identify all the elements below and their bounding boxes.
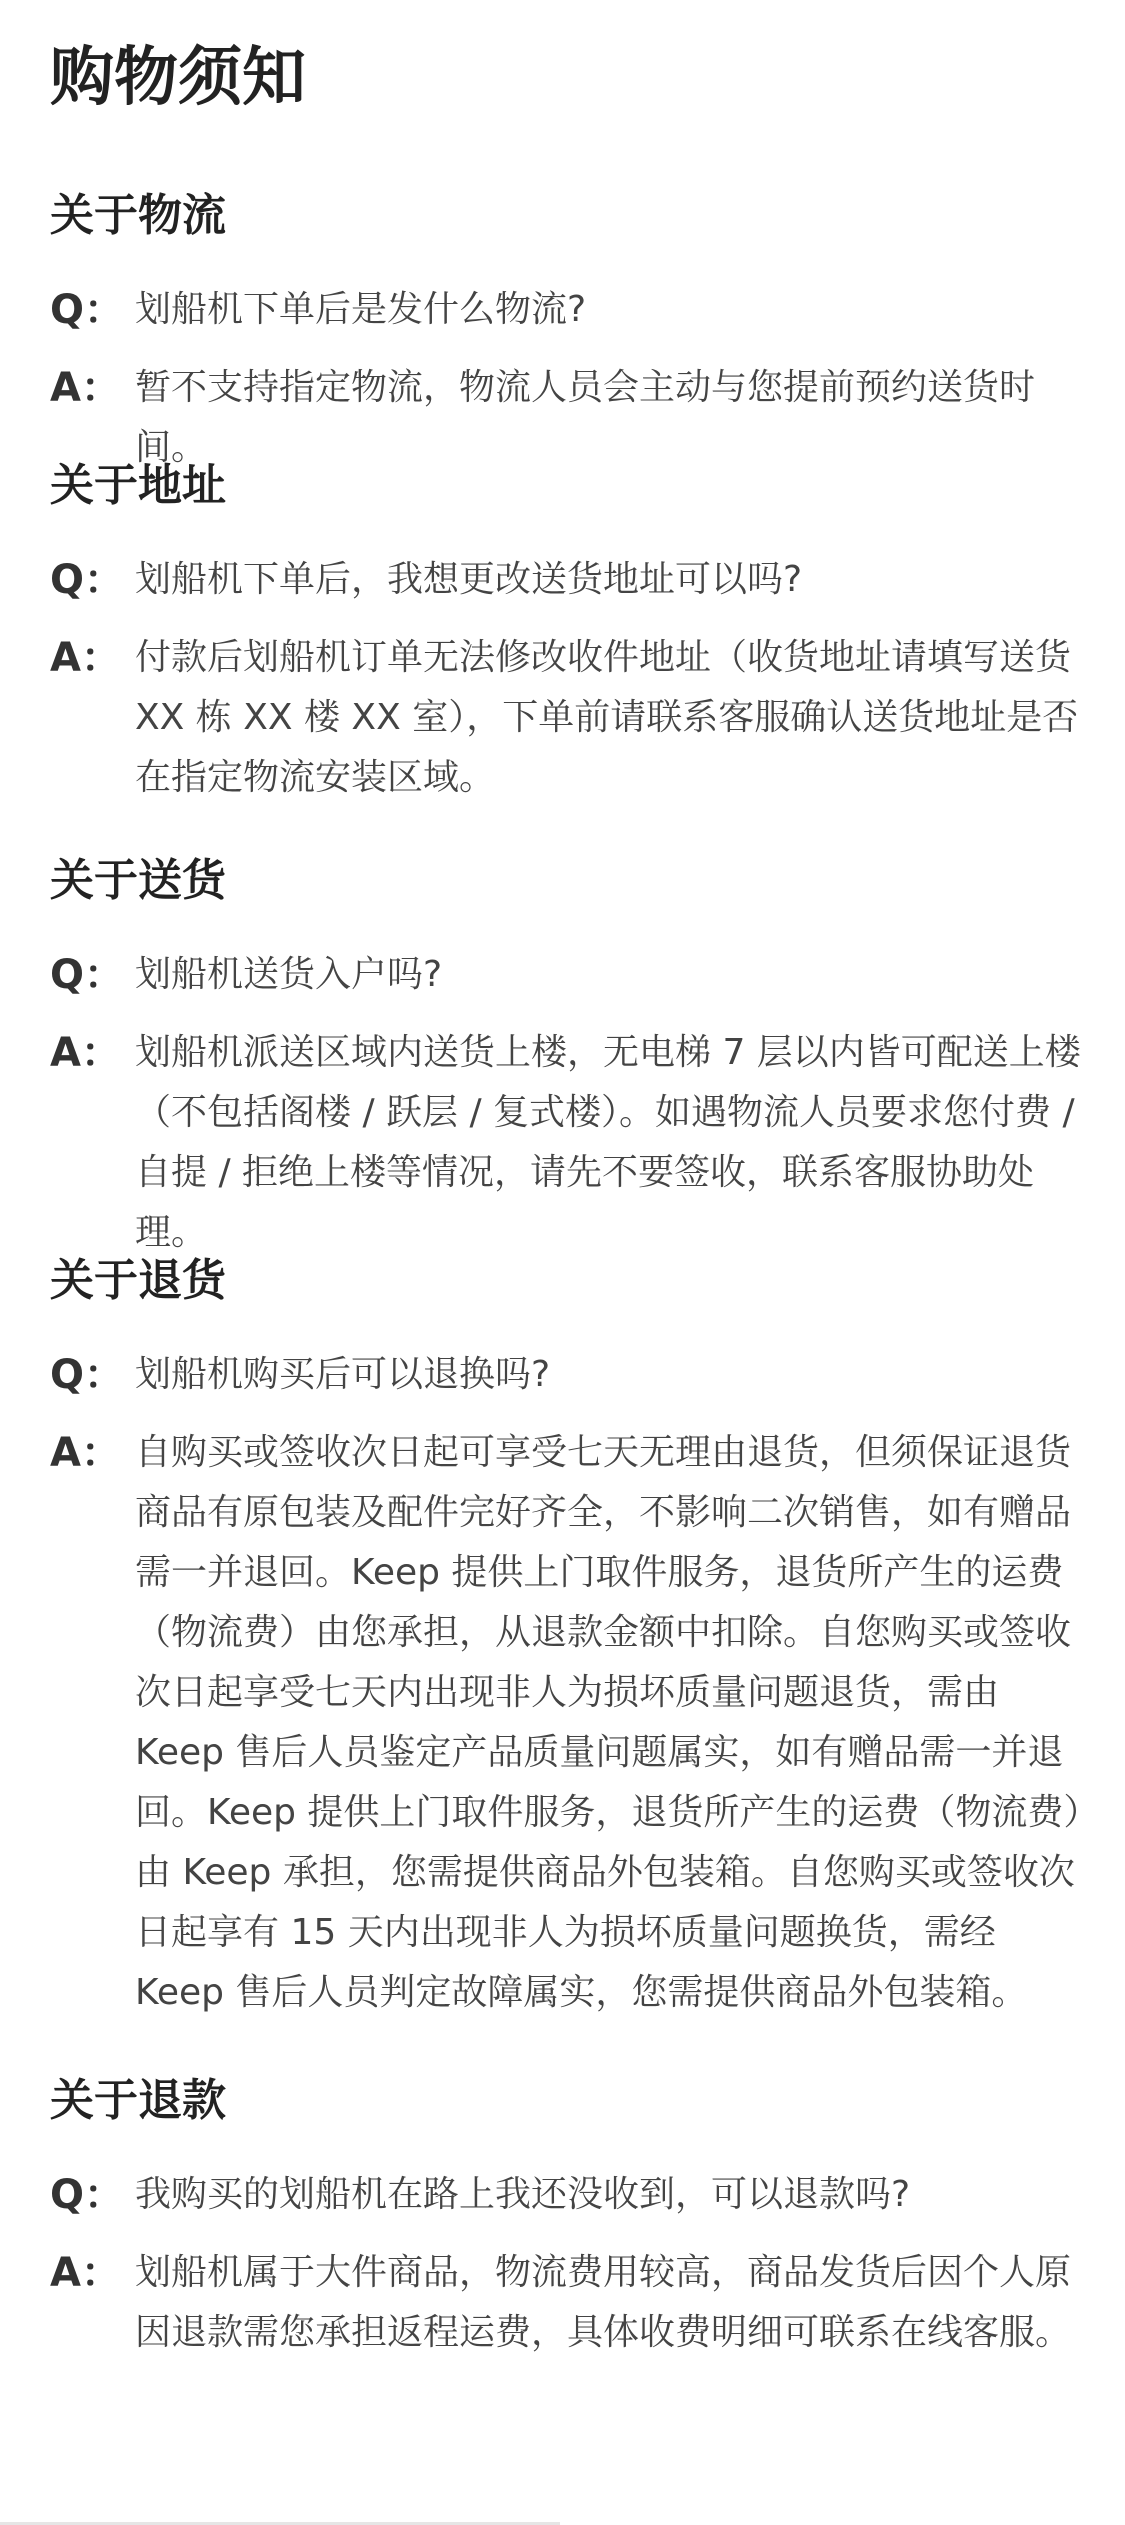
question-text: 划船机送货入户吗?	[135, 954, 443, 995]
answer-marker: A：	[50, 1030, 121, 1076]
answer-marker: A：	[50, 635, 121, 681]
answer-text: 自购买或签收次日起可享受七天无理由退货，但须保证退货商品有原包装及配件完好齐全，不影响二次销售，如有赠品需一并退回。Keep 提供上门取件服务，退货所产生的运费（物流费）由您承担，从退款金额中扣除。自您购买或签收次日起享受七天内出现非人为损坏质量问题退货，需由 Keep 售后人员鉴定产品质量问题属实，如有赠品需一并退回。Keep 提供上门取件服务，退货所产生的运费（物流费）由 Keep 承担，您需提供商品外包装箱。自您购买或签收次日起享有 15 天内出现非人为损坏质量问题换货，需经 Keep 售后人员判定故障属实，您需提供商品外包装箱。	[135, 1432, 1082, 2013]
section-heading: 关于物流	[50, 190, 226, 241]
answer-text: 付款后划船机订单无法修改收件地址（收货地址请填写送货 XX 栋 XX 楼 XX 室），下单前请联系客服确认送货地址是否在指定物流安装区域。	[135, 637, 1079, 798]
section-heading: 关于退款	[50, 2075, 226, 2126]
question-marker: Q：	[50, 1352, 125, 1398]
section-heading: 关于送货	[50, 855, 226, 906]
answer-marker: A：	[50, 2250, 121, 2296]
answer-text: 划船机派送区域内送货上楼，无电梯 7 层以内皆可配送上楼（不包括阁楼 / 跃层 / 复式楼）。如遇物流人员要求您付费 / 自提 / 拒绝上楼等情况，请先不要签收，联系客服协助处理。	[135, 1032, 1081, 1253]
question-marker: Q：	[50, 2172, 125, 2218]
question-marker: Q：	[50, 557, 125, 603]
answer-text: 暂不支持指定物流，物流人员会主动与您提前预约送货时间。	[135, 367, 1036, 468]
page-title: 购物须知	[50, 41, 306, 115]
answer-marker: A：	[50, 365, 121, 411]
question-text: 划船机购买后可以退换吗?	[135, 1354, 551, 1395]
section-heading: 关于地址	[50, 460, 226, 511]
question-text: 我购买的划船机在路上我还没收到，可以退款吗?	[135, 2174, 911, 2215]
question-marker: Q：	[50, 952, 125, 998]
question-text: 划船机下单后是发什么物流?	[135, 289, 587, 330]
answer-marker: A：	[50, 1430, 121, 1476]
answer-text: 划船机属于大件商品，物流费用较高，商品发货后因个人原因退款需您承担返程运费，具体收费明细可联系在线客服。	[135, 2252, 1072, 2353]
question-text: 划船机下单后，我想更改送货地址可以吗?	[135, 559, 803, 600]
question-marker: Q：	[50, 287, 125, 333]
section-heading: 关于退货	[50, 1255, 226, 1306]
